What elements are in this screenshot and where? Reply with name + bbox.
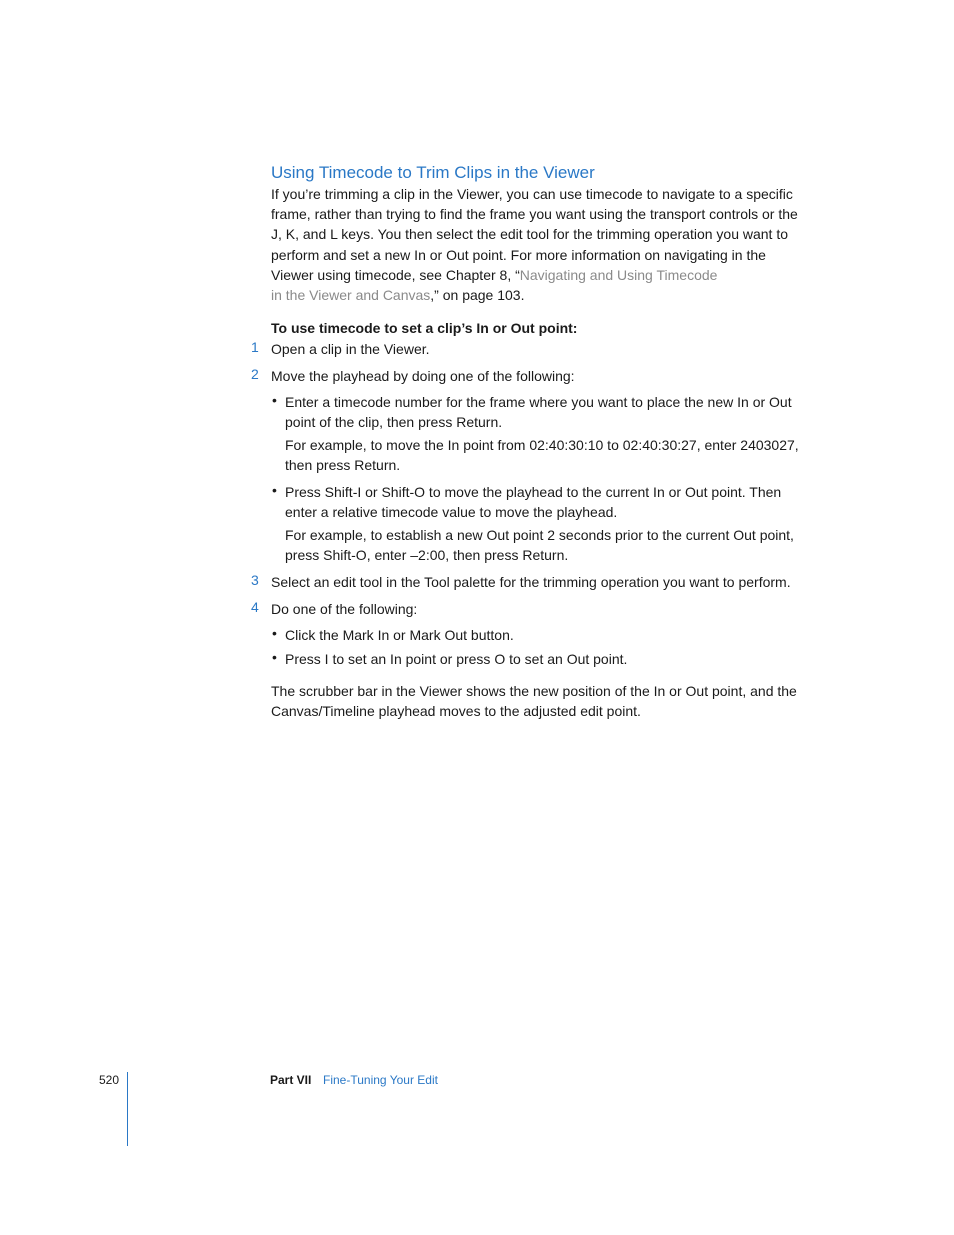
example-line: then press Return.: [285, 457, 401, 474]
chapter-link-continued[interactable]: in the Viewer and Canvas: [271, 286, 431, 303]
step-text: Open a clip in the Viewer.: [271, 341, 430, 357]
bullet-icon: •: [272, 392, 277, 408]
closing-paragraph: [271, 681, 831, 721]
step-text: Select an edit tool in the Tool palette for the trimming operation you want to perform.: [271, 574, 791, 590]
intro-line: [271, 285, 831, 305]
bullet-text: [285, 392, 845, 432]
bullet-text: [285, 482, 845, 522]
step-text: Move the playhead by doing one of the following:: [271, 368, 575, 384]
step-number: 1: [251, 339, 259, 355]
step-number: 4: [251, 599, 259, 615]
bullet-icon: •: [272, 649, 277, 665]
intro-line: [271, 265, 831, 285]
intro-line-prefix: Viewer using timecode, see Chapter 8, “: [271, 266, 520, 283]
intro-suffix: ,” on page 103.: [430, 286, 525, 303]
step-number: 2: [251, 366, 259, 382]
intro-paragraph: [271, 184, 831, 305]
bullet-text: Press I to set an In point or press O to set an Out point.: [285, 651, 628, 667]
page-number: 520: [99, 1073, 120, 1087]
part-title-link[interactable]: Fine-Tuning Your Edit: [323, 1073, 438, 1087]
bullet-text: Click the Mark In or Mark Out button.: [285, 627, 514, 643]
step-text: Do one of the following:: [271, 601, 418, 617]
closing-line: The scrubber bar in the Viewer shows the new position of the In or Out point, and the: [271, 683, 797, 699]
bullet-icon: •: [272, 625, 277, 641]
chapter-link[interactable]: Navigating and Using Timecode: [519, 266, 718, 283]
bullet-line: point of the clip, then press Return.: [285, 414, 503, 431]
footer-divider: [127, 1072, 128, 1146]
example-line: For example, to move the In point from 02:40:30:10 to 02:40:30:27, enter 2403027,: [285, 437, 799, 453]
example-line: For example, to establish a new Out point 2 seconds prior to the current Out point,: [285, 527, 794, 543]
intro-line: perform and set a new In or Out point. For more information on navigating in the: [271, 246, 766, 263]
intro-line: If you’re trimming a clip in the Viewer, you can use timecode to navigate to a specific: [271, 186, 793, 202]
section-heading: Using Timecode to Trim Clips in the Viewer: [271, 163, 595, 182]
bullet-example: [285, 525, 845, 565]
step-number: 3: [251, 572, 259, 588]
intro-line: J, K, and L keys. You then select the edit tool for the trimming operation you want to: [271, 226, 789, 243]
bullet-line: Enter a timecode number for the frame where you want to place the new In or Out: [285, 394, 792, 410]
bullet-example: [285, 435, 845, 475]
closing-line: Canvas/Timeline playhead moves to the adjusted edit point.: [271, 703, 641, 720]
intro-line: frame, rather than trying to find the frame you want using the transport controls or the: [271, 206, 798, 223]
example-line: press Shift-O, enter –2:00, then press Return.: [285, 547, 569, 564]
part-label: Part VII: [270, 1073, 312, 1087]
bullet-line: Press Shift-I or Shift-O to move the playhead to the current In or Out point. Then: [285, 484, 782, 500]
bullet-line: enter a relative timecode value to move the playhead.: [285, 504, 618, 521]
bullet-icon: •: [272, 482, 277, 498]
task-heading: To use timecode to set a clip’s In or Out point:: [271, 320, 578, 336]
